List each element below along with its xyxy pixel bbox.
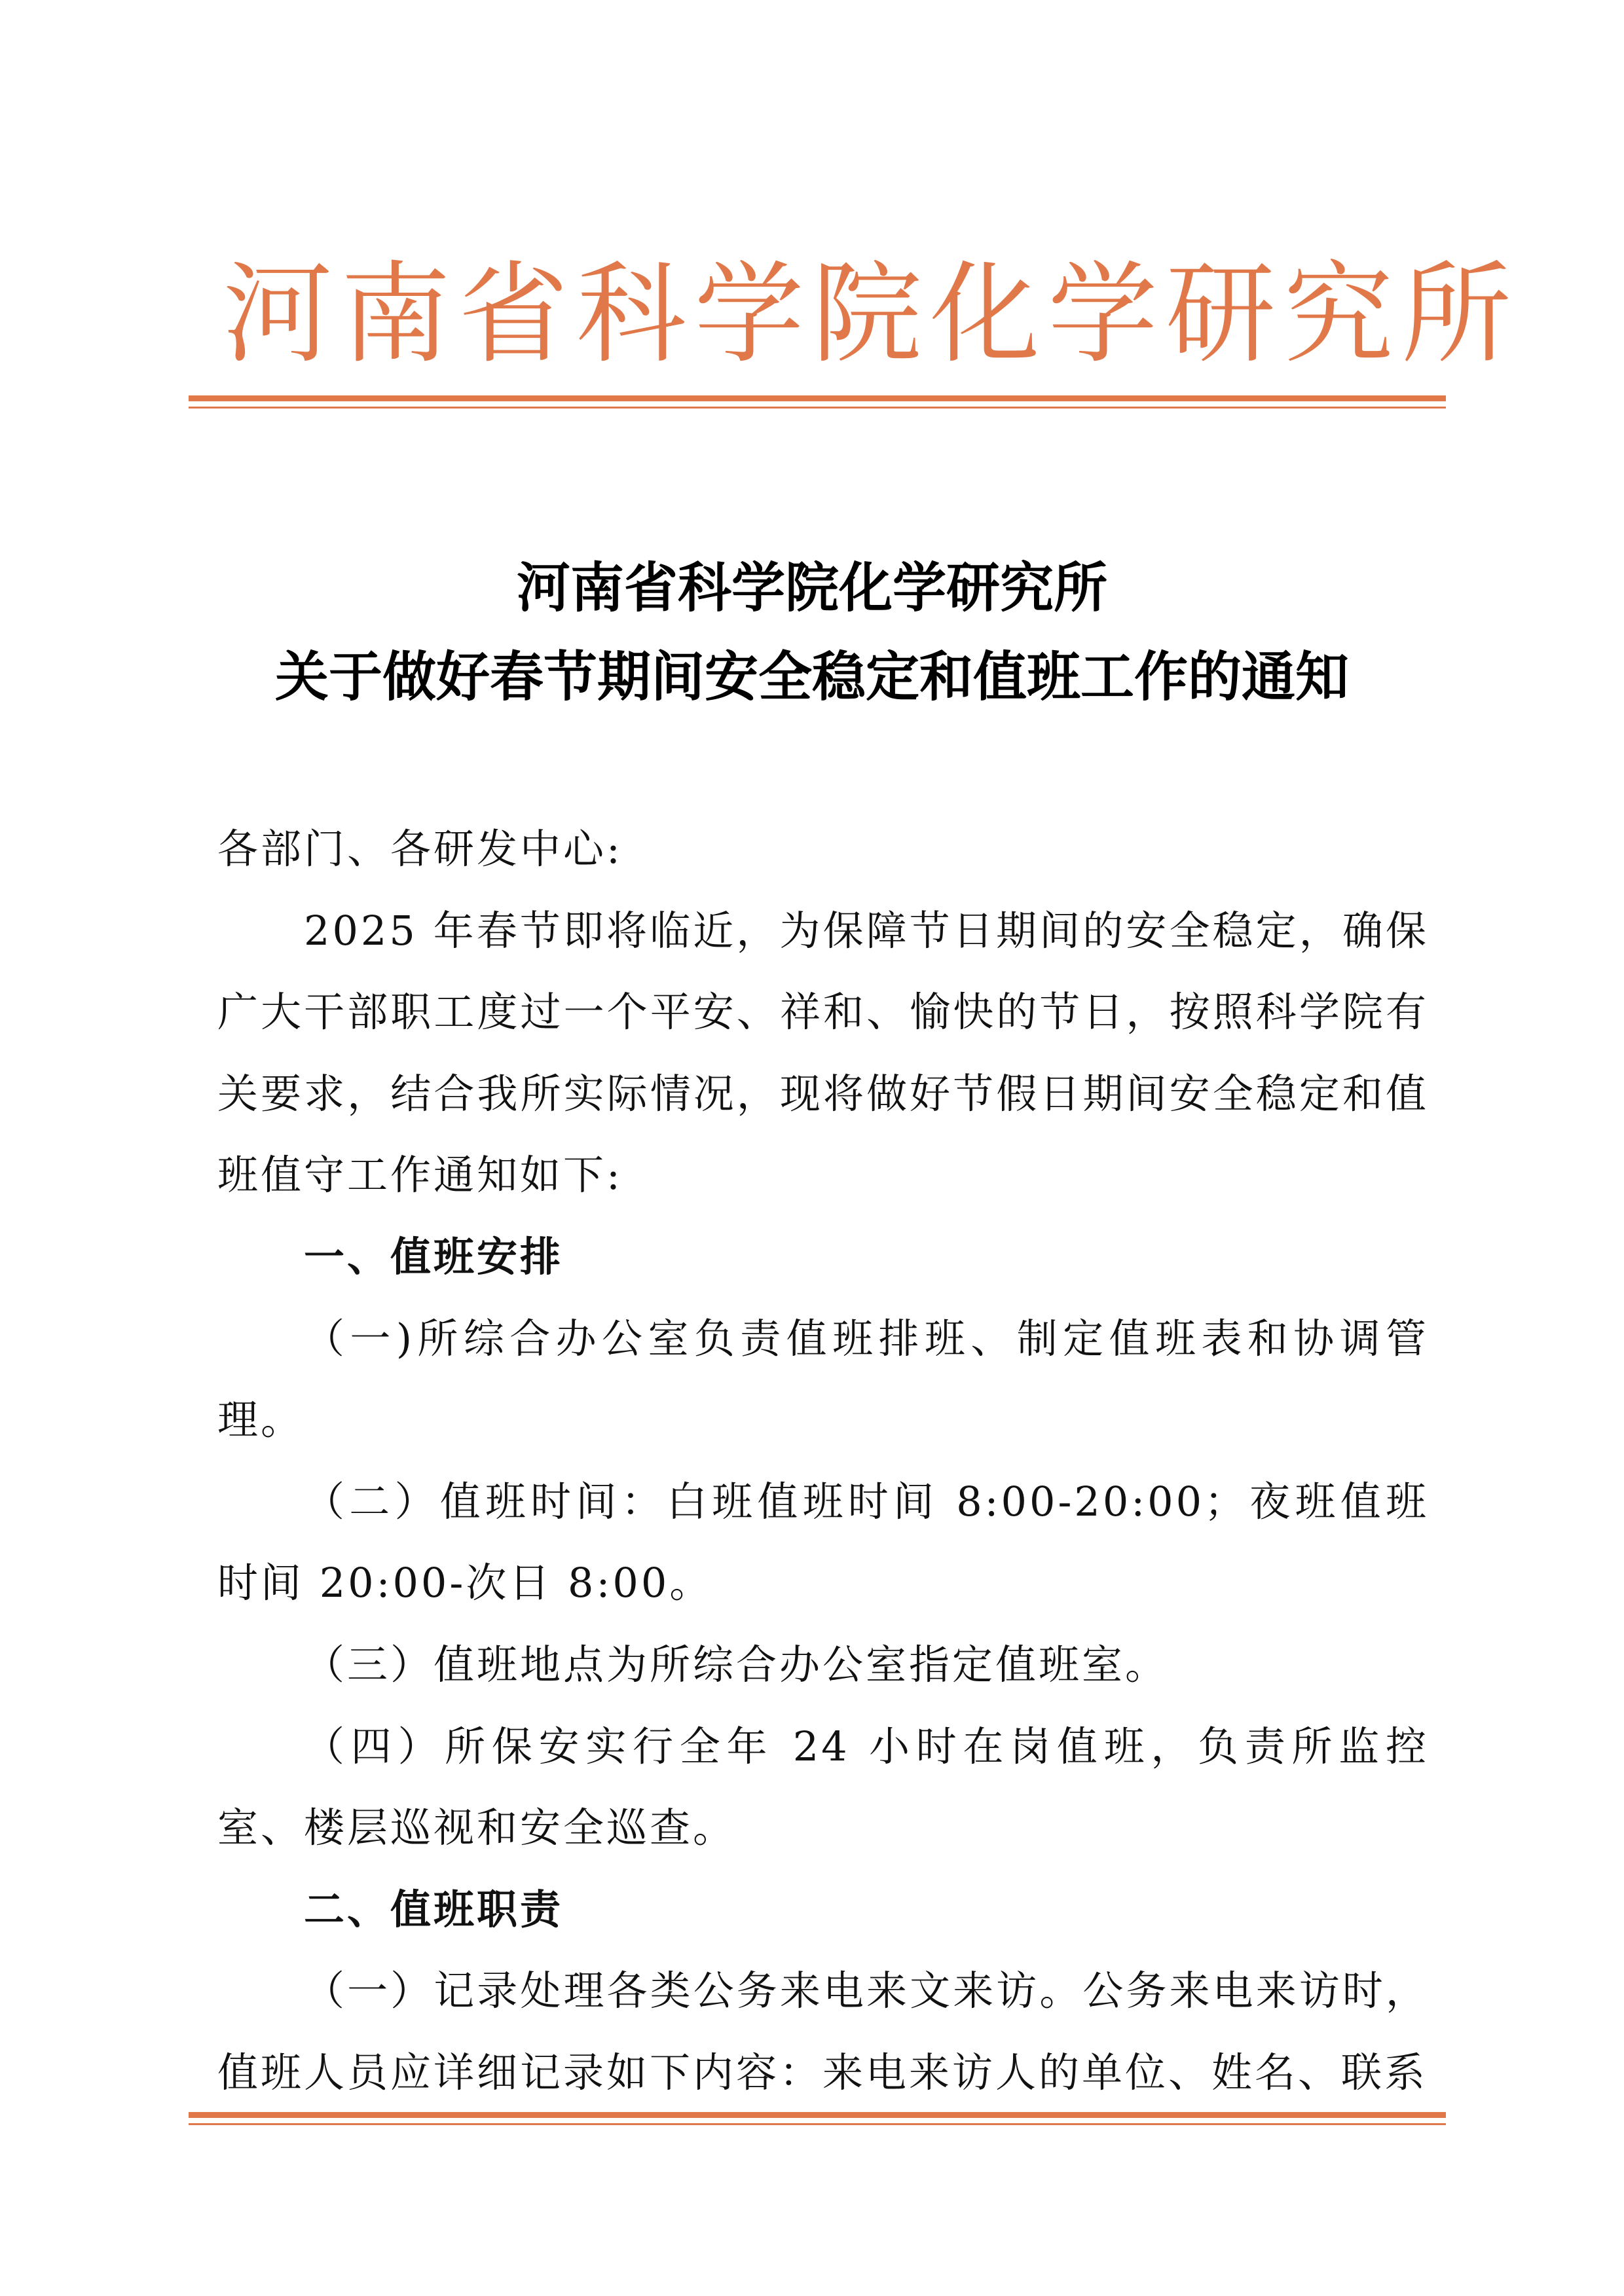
- letterhead-divider: [189, 395, 1446, 409]
- letterhead-divider-thin: [189, 407, 1446, 409]
- letterhead-org-name: 河南省科学院化学研究所: [223, 250, 1519, 378]
- document-title-line-2: 关于做好春节期间安全稳定和值班工作的通知: [274, 646, 1349, 708]
- letterhead-divider-thick: [189, 395, 1446, 401]
- section-1-item-2: （二）值班时间：白班值班时间 8:00-20:00；夜班值班时间 20:00-次日 8:00。: [217, 1477, 1429, 1607]
- footer-divider-thin: [189, 2123, 1446, 2125]
- document-title-line-1: 河南省科学院化学研究所: [516, 556, 1107, 619]
- footer-divider-thick: [189, 2112, 1446, 2118]
- section-1-item-4: （四）所保安实行全年 24 小时在岗值班，负责所监控室、楼层巡视和安全巡查。: [217, 1722, 1429, 1852]
- intro-paragraph: 2025 年春节即将临近，为保障节日期间的安全稳定，确保广大干部职工度过一个平安、祥和、愉快的节日，按照科学院有关要求，结合我所实际情况，现将做好节假日期间安全稳定和值班值守工作通知如下:: [217, 906, 1429, 1199]
- salutation: 各部门、各研发中心:: [217, 825, 623, 873]
- section-1-item-1: （一)所综合办公室负责值班排班、制定值班表和协调管理。: [217, 1314, 1429, 1444]
- section-2-heading: 二、值班职责: [304, 1885, 564, 1933]
- document-body: [217, 809, 1429, 2114]
- document-title: [157, 543, 1467, 721]
- footer-divider: [189, 2112, 1446, 2125]
- section-1-heading: 一、值班安排: [304, 1232, 564, 1281]
- section-1-item-3: （三）值班地点为所综合办公室指定值班室。: [304, 1640, 1169, 1688]
- section-2-item-1: （一）记录处理各类公务来电来文来访。公务来电来访时，值班人员应详细记录如下内容：来电来访人的单位、姓名、联系: [217, 1967, 1429, 2096]
